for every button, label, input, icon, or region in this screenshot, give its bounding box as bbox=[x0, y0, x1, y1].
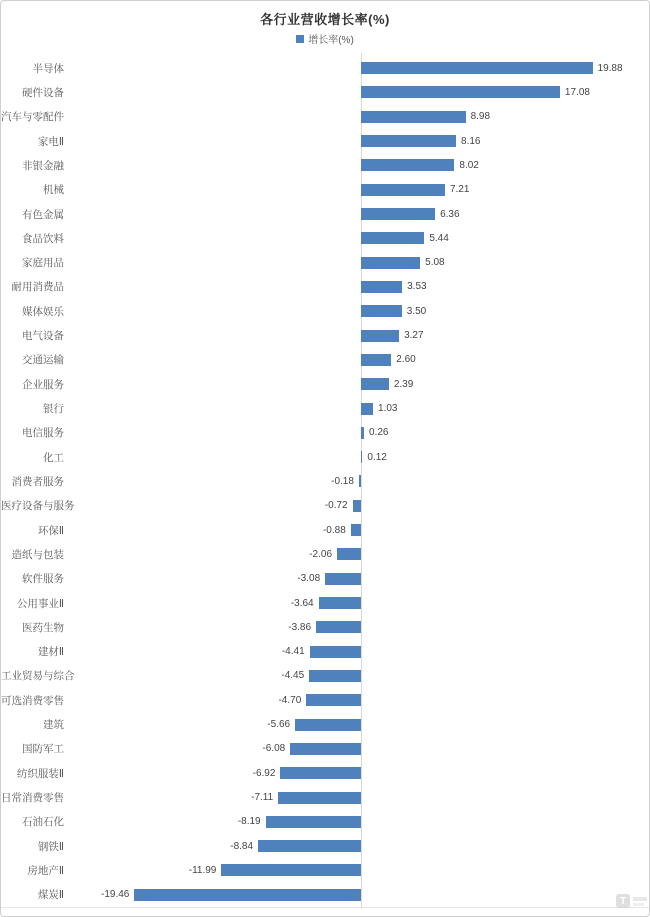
category-label: 银行 bbox=[43, 403, 64, 416]
category-label: 房地产Ⅱ bbox=[27, 864, 64, 877]
category-label: 石油石化 bbox=[22, 816, 64, 829]
bar-row bbox=[1, 469, 650, 493]
bar-cell bbox=[71, 80, 650, 104]
bar-row bbox=[1, 737, 650, 761]
bar-cell bbox=[71, 348, 650, 372]
bar-row bbox=[1, 299, 650, 323]
bar bbox=[361, 135, 456, 147]
bar-row bbox=[1, 615, 650, 639]
bar bbox=[278, 792, 361, 804]
bar-cell bbox=[71, 372, 650, 396]
value-label: -0.18 bbox=[331, 475, 354, 487]
legend-label: 增长率(%) bbox=[308, 35, 354, 46]
bar-row bbox=[1, 834, 650, 858]
bar bbox=[361, 184, 445, 196]
bar-cell bbox=[71, 56, 650, 80]
category-label: 汽车与零配件 bbox=[1, 111, 64, 124]
bar-cell bbox=[71, 883, 650, 907]
bar bbox=[134, 889, 361, 901]
category-label: 媒体娱乐 bbox=[22, 305, 64, 318]
value-label: -5.66 bbox=[267, 719, 291, 731]
category-label: 建筑 bbox=[43, 719, 64, 732]
bar-row bbox=[1, 323, 650, 347]
category-label: 硬件设备 bbox=[22, 86, 64, 99]
watermark-text-line bbox=[633, 897, 647, 901]
category-label: 环保Ⅱ bbox=[37, 524, 64, 537]
value-label: -4.41 bbox=[281, 646, 305, 658]
bar bbox=[361, 159, 454, 171]
category-label: 工业贸易与综合 bbox=[1, 670, 75, 683]
bar bbox=[319, 597, 361, 609]
bar-cell bbox=[71, 178, 650, 202]
value-label: -3.86 bbox=[288, 621, 312, 633]
value-label: -3.64 bbox=[290, 597, 314, 609]
category-label: 医疗设备与服务 bbox=[1, 500, 75, 513]
category-label: 造纸与包装 bbox=[11, 548, 64, 561]
value-label: -0.88 bbox=[322, 524, 346, 536]
category-label: 可选消费零售 bbox=[1, 694, 64, 707]
bar-row bbox=[1, 640, 650, 664]
bar bbox=[361, 257, 420, 269]
bar-cell bbox=[71, 494, 650, 518]
watermark bbox=[616, 894, 647, 908]
category-label: 医药生物 bbox=[22, 621, 64, 634]
category-label: 家电Ⅱ bbox=[37, 135, 64, 148]
value-label: -6.92 bbox=[252, 767, 276, 779]
bar bbox=[258, 840, 361, 852]
bar-cell bbox=[71, 396, 650, 420]
category-label: 纺织服装Ⅱ bbox=[16, 767, 64, 780]
bar-cell bbox=[71, 153, 650, 177]
value-label: 3.53 bbox=[407, 281, 427, 293]
value-label: -19.46 bbox=[101, 889, 130, 901]
value-label: 2.60 bbox=[396, 354, 416, 366]
category-label: 公用事业Ⅱ bbox=[16, 597, 64, 610]
bar bbox=[295, 719, 361, 731]
value-label: 5.08 bbox=[425, 257, 445, 269]
bar bbox=[306, 694, 361, 706]
category-label: 企业服务 bbox=[22, 378, 64, 391]
value-label: 2.39 bbox=[393, 378, 414, 390]
category-label: 家庭用品 bbox=[22, 257, 64, 270]
bar-row bbox=[1, 275, 650, 299]
bar bbox=[361, 451, 362, 463]
category-label: 半导体 bbox=[32, 62, 64, 75]
bar bbox=[361, 281, 402, 293]
bar-row bbox=[1, 664, 650, 688]
category-label: 软件服务 bbox=[22, 573, 64, 586]
category-label: 消费者服务 bbox=[11, 475, 64, 488]
value-label: 3.50 bbox=[406, 305, 427, 317]
bar-row bbox=[1, 226, 650, 250]
bar-row bbox=[1, 883, 650, 907]
bar-row bbox=[1, 688, 650, 712]
bar-cell bbox=[71, 785, 650, 809]
value-label: 1.03 bbox=[377, 403, 398, 415]
bar-cell bbox=[71, 591, 650, 615]
bar-cell bbox=[71, 105, 650, 129]
bar bbox=[361, 354, 391, 366]
value-label: 3.27 bbox=[404, 330, 424, 342]
bar bbox=[309, 670, 361, 682]
bar-row bbox=[1, 445, 650, 469]
bar bbox=[221, 864, 361, 876]
bar-row bbox=[1, 396, 650, 420]
value-label: -2.06 bbox=[309, 548, 333, 560]
bar bbox=[361, 403, 373, 415]
bar bbox=[266, 816, 361, 828]
bar-cell bbox=[71, 542, 650, 566]
bar-row bbox=[1, 129, 650, 153]
category-label: 钢铁Ⅱ bbox=[37, 840, 64, 853]
category-label: 化工 bbox=[43, 451, 64, 464]
bar bbox=[361, 378, 389, 390]
bar bbox=[310, 646, 361, 658]
bar-row bbox=[1, 567, 650, 591]
value-label: -8.19 bbox=[237, 816, 261, 828]
bar-row bbox=[1, 810, 650, 834]
bar-cell bbox=[71, 445, 650, 469]
bar-row bbox=[1, 56, 650, 80]
value-label: 17.08 bbox=[564, 86, 590, 98]
bar bbox=[361, 427, 364, 439]
value-label: 8.98 bbox=[470, 111, 491, 123]
bar bbox=[325, 573, 361, 585]
category-label: 电气设备 bbox=[22, 330, 64, 343]
bar-row bbox=[1, 105, 650, 129]
bar-row bbox=[1, 178, 650, 202]
bar-row bbox=[1, 202, 650, 226]
bar bbox=[361, 86, 560, 98]
value-label: 7.21 bbox=[449, 184, 470, 196]
bar-row bbox=[1, 518, 650, 542]
bottom-divider bbox=[1, 907, 649, 908]
value-label: 19.88 bbox=[597, 62, 623, 74]
bar-cell bbox=[71, 323, 650, 347]
bar-row bbox=[1, 372, 650, 396]
category-label: 建材Ⅱ bbox=[37, 646, 64, 659]
bar-row bbox=[1, 761, 650, 785]
bar-row bbox=[1, 494, 650, 518]
bar-row bbox=[1, 712, 650, 736]
bar bbox=[361, 305, 402, 317]
bar-cell bbox=[71, 226, 650, 250]
value-label: -7.11 bbox=[251, 792, 274, 804]
legend bbox=[1, 31, 649, 46]
bar-row bbox=[1, 858, 650, 882]
bar bbox=[361, 330, 399, 342]
category-label: 煤炭Ⅱ bbox=[37, 889, 64, 902]
bar-row bbox=[1, 251, 650, 275]
value-label: 0.12 bbox=[367, 451, 387, 463]
bar-cell bbox=[71, 275, 650, 299]
bar-cell bbox=[71, 251, 650, 275]
bar-row bbox=[1, 153, 650, 177]
legend-swatch-icon bbox=[296, 35, 304, 43]
value-label: -11.99 bbox=[188, 864, 217, 876]
bar-cell bbox=[71, 421, 650, 445]
category-label: 国防军工 bbox=[22, 743, 64, 756]
bar-rows bbox=[1, 56, 650, 907]
bar-cell bbox=[71, 202, 650, 226]
bar bbox=[290, 743, 361, 755]
plot-area bbox=[1, 56, 650, 907]
bar-cell bbox=[71, 834, 650, 858]
bar bbox=[359, 475, 361, 487]
bar-cell bbox=[71, 640, 650, 664]
bar-cell bbox=[71, 469, 650, 493]
value-label: 5.44 bbox=[429, 232, 449, 244]
watermark-logo-icon: T bbox=[616, 894, 630, 908]
bar bbox=[361, 111, 466, 123]
category-label: 食品饮料 bbox=[22, 232, 64, 245]
value-label: -8.84 bbox=[230, 840, 254, 852]
bar-row bbox=[1, 785, 650, 809]
value-label: -3.08 bbox=[297, 573, 321, 585]
bar-row bbox=[1, 348, 650, 372]
value-label: 6.36 bbox=[440, 208, 460, 220]
bar-cell bbox=[71, 664, 650, 688]
bar-cell bbox=[71, 688, 650, 712]
value-label: 8.16 bbox=[461, 135, 481, 147]
bar-cell bbox=[71, 129, 650, 153]
bar-row bbox=[1, 542, 650, 566]
bar-cell bbox=[71, 299, 650, 323]
bar-cell bbox=[71, 615, 650, 639]
value-label: 0.26 bbox=[369, 427, 389, 439]
category-label: 耐用消费品 bbox=[11, 281, 64, 294]
category-label: 日常消费零售 bbox=[1, 792, 64, 805]
value-label: -4.45 bbox=[281, 670, 305, 682]
category-label: 电信服务 bbox=[22, 427, 64, 440]
value-label: -0.72 bbox=[324, 500, 348, 512]
bar-cell bbox=[71, 567, 650, 591]
bar bbox=[280, 767, 361, 779]
watermark-text-line bbox=[633, 903, 644, 906]
bar-cell bbox=[71, 712, 650, 736]
chart-title: 各行业营收增长率(%) bbox=[260, 12, 390, 27]
bar bbox=[316, 621, 361, 633]
bar-cell bbox=[71, 518, 650, 542]
bar-cell bbox=[71, 810, 650, 834]
category-label: 机械 bbox=[43, 184, 64, 197]
value-label: -4.70 bbox=[278, 694, 302, 706]
bar-row bbox=[1, 421, 650, 445]
bar bbox=[337, 548, 361, 560]
category-label: 交通运输 bbox=[22, 354, 64, 367]
bar-row bbox=[1, 591, 650, 615]
bar-row bbox=[1, 80, 650, 104]
bar bbox=[351, 524, 361, 536]
bar-cell bbox=[71, 761, 650, 785]
value-label: 8.02 bbox=[459, 159, 479, 171]
watermark-text bbox=[633, 897, 647, 906]
bar bbox=[361, 208, 435, 220]
bar bbox=[361, 62, 593, 74]
value-label: -6.08 bbox=[262, 743, 286, 755]
bar-cell bbox=[71, 737, 650, 761]
category-label: 非银金融 bbox=[22, 159, 64, 172]
bar bbox=[353, 500, 361, 512]
bar bbox=[361, 232, 424, 244]
bar-cell bbox=[71, 858, 650, 882]
category-label: 有色金属 bbox=[22, 208, 64, 221]
